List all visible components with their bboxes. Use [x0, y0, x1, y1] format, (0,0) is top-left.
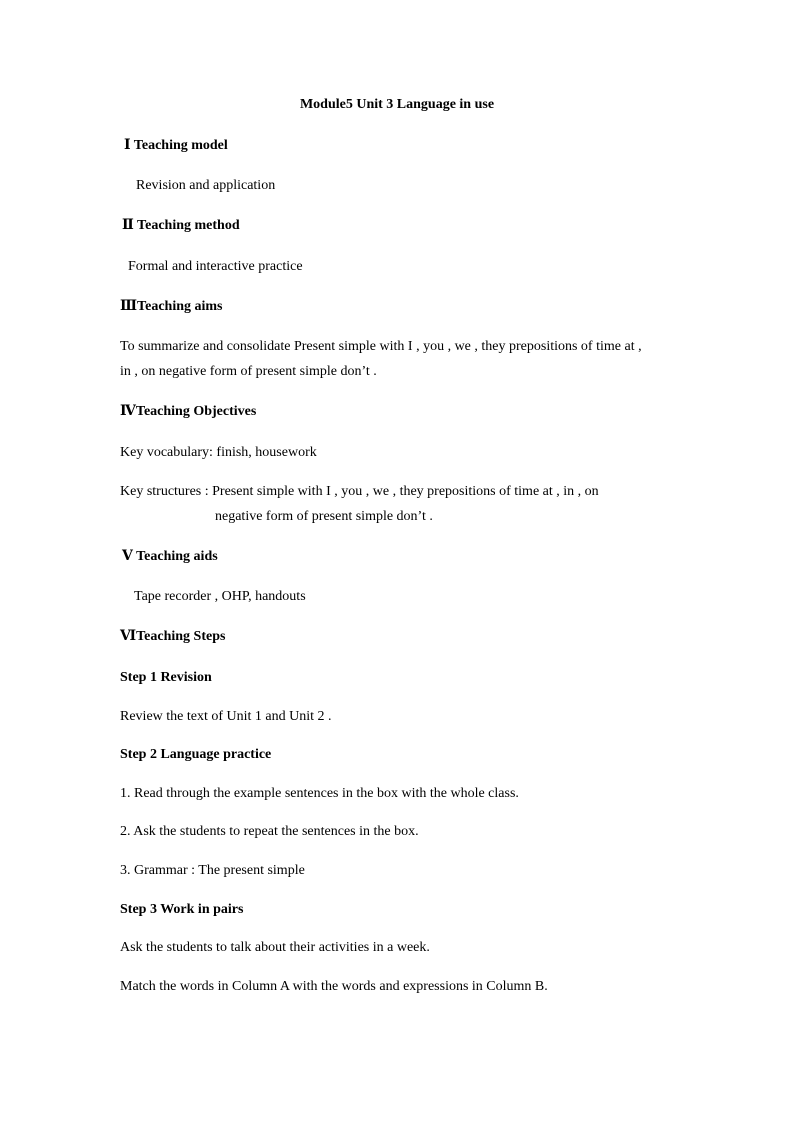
section-body-teaching-model: Revision and application — [136, 178, 276, 193]
section-body-teaching-aids: Tape recorder , OHP, handouts — [134, 589, 306, 604]
section-heading-teaching-objectives: ⅣTeaching Objectives — [120, 404, 257, 419]
step2-heading: Step 2 Language practice — [120, 747, 272, 762]
step3-body-1: Ask the students to talk about their activities in a week. — [120, 940, 430, 955]
section-heading-teaching-model: Ⅰ Teaching model — [124, 138, 228, 153]
section-heading-teaching-aims: ⅢTeaching aims — [120, 299, 223, 314]
section-heading-teaching-method: Ⅱ Teaching method — [122, 218, 240, 233]
key-structures-line1: Key structures : Present simple with I , you , we , they prepositions of time at , in , on — [120, 484, 599, 499]
section-heading-teaching-steps: ⅥTeaching Steps — [120, 629, 226, 644]
document-title: Module5 Unit 3 Language in use — [299, 97, 495, 112]
key-structures-line2: negative form of present simple don’t . — [215, 509, 433, 524]
step1-body: Review the text of Unit 1 and Unit 2 . — [120, 709, 332, 724]
section-body-teaching-aims-line2: in , on negative form of present simple don’t . — [120, 364, 377, 379]
step1-heading: Step 1 Revision — [120, 670, 212, 685]
section-body-teaching-aims-line1: To summarize and consolidate Present simple with I , you , we , they prepositions of time at , — [120, 339, 642, 354]
step2-item-3: 3. Grammar : The present simple — [120, 863, 305, 878]
section-body-teaching-method: Formal and interactive practice — [128, 259, 303, 274]
section-heading-teaching-aids: Ⅴ Teaching aids — [122, 549, 218, 564]
step3-heading: Step 3 Work in pairs — [120, 902, 244, 917]
step2-item-2: 2. Ask the students to repeat the sentences in the box. — [120, 824, 419, 839]
key-vocabulary: Key vocabulary: finish, housework — [120, 445, 317, 460]
step3-body-2: Match the words in Column A with the words and expressions in Column B. — [120, 979, 548, 994]
step2-item-1: 1. Read through the example sentences in the box with the whole class. — [120, 786, 519, 801]
